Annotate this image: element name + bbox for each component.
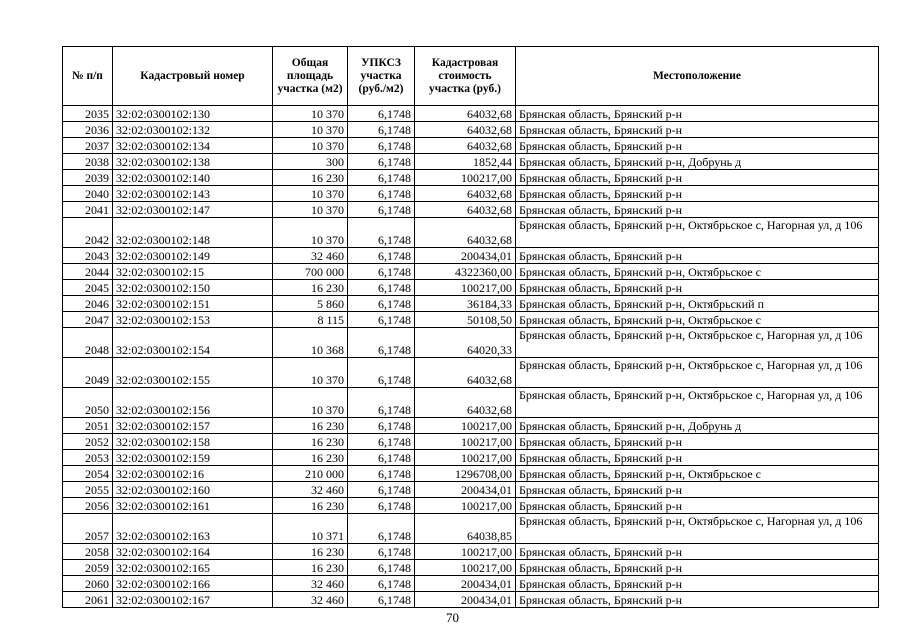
cell-row-number: 2039 — [63, 170, 113, 186]
cell-upksz: 6,1748 — [348, 498, 415, 514]
cell-cadastral-cost: 64032,68 — [415, 218, 516, 248]
table-row — [63, 202, 879, 218]
cell-row-number: 2055 — [63, 482, 113, 498]
table-row — [63, 170, 879, 186]
cell-cadastral-cost: 200434,01 — [415, 576, 516, 592]
cell-cadastral-number: 32:02:0300102:166 — [113, 576, 273, 592]
table-row — [63, 328, 879, 358]
cell-location: Брянская область, Брянский р-н — [516, 138, 879, 154]
cell-cadastral-number: 32:02:0300102:138 — [113, 154, 273, 170]
cell-upksz: 6,1748 — [348, 514, 415, 544]
cell-area: 10 368 — [273, 328, 348, 358]
cell-cadastral-cost: 64032,68 — [415, 388, 516, 418]
table-row — [63, 296, 879, 312]
cell-row-number: 2050 — [63, 388, 113, 418]
cell-cadastral-cost: 200434,01 — [415, 592, 516, 608]
cell-row-number: 2058 — [63, 544, 113, 560]
table-row — [63, 592, 879, 608]
cell-cadastral-number: 32:02:0300102:153 — [113, 312, 273, 328]
cell-location: Брянская область, Брянский р-н — [516, 592, 879, 608]
cell-area: 300 — [273, 154, 348, 170]
cell-upksz: 6,1748 — [348, 280, 415, 296]
cell-row-number: 2038 — [63, 154, 113, 170]
cell-cadastral-number: 32:02:0300102:150 — [113, 280, 273, 296]
cell-cadastral-number: 32:02:0300102:163 — [113, 514, 273, 544]
cell-location: Брянская область, Брянский р-н, Октябрьский п — [516, 296, 879, 312]
cell-area: 16 230 — [273, 170, 348, 186]
table-row — [63, 106, 879, 122]
cell-upksz: 6,1748 — [348, 592, 415, 608]
cell-location: Брянская область, Брянский р-н, Октябрьское с, Нагорная ул, д 106 — [516, 514, 879, 544]
cell-cadastral-number: 32:02:0300102:15 — [113, 264, 273, 280]
cell-cadastral-cost: 64032,68 — [415, 138, 516, 154]
cell-location: Брянская область, Брянский р-н — [516, 434, 879, 450]
cell-area: 700 000 — [273, 264, 348, 280]
cell-upksz: 6,1748 — [348, 434, 415, 450]
cell-row-number: 2057 — [63, 514, 113, 544]
cell-upksz: 6,1748 — [348, 328, 415, 358]
cell-upksz: 6,1748 — [348, 186, 415, 202]
table-row — [63, 466, 879, 482]
cell-location: Брянская область, Брянский р-н, Октябрьское с, Нагорная ул, д 106 — [516, 328, 879, 358]
cell-row-number: 2037 — [63, 138, 113, 154]
cell-cadastral-number: 32:02:0300102:16 — [113, 466, 273, 482]
cell-location: Брянская область, Брянский р-н, Октябрьское с, Нагорная ул, д 106 — [516, 218, 879, 248]
cell-cadastral-cost: 36184,33 — [415, 296, 516, 312]
header-cadastral-cost: Кадастровая стоимость участка (руб.) — [415, 47, 516, 106]
cell-area: 32 460 — [273, 576, 348, 592]
cell-upksz: 6,1748 — [348, 358, 415, 388]
cell-cadastral-cost: 100217,00 — [415, 560, 516, 576]
cell-area: 32 460 — [273, 248, 348, 264]
cell-upksz: 6,1748 — [348, 218, 415, 248]
cell-upksz: 6,1748 — [348, 560, 415, 576]
table-row — [63, 248, 879, 264]
cell-location: Брянская область, Брянский р-н, Октябрьское с — [516, 466, 879, 482]
table-row — [63, 560, 879, 576]
cell-location: Брянская область, Брянский р-н, Октябрьское с, Нагорная ул, д 106 — [516, 388, 879, 418]
cell-cadastral-cost: 1852,44 — [415, 154, 516, 170]
table-row — [63, 450, 879, 466]
table-row — [63, 388, 879, 418]
cell-cadastral-cost: 100217,00 — [415, 544, 516, 560]
cell-row-number: 2059 — [63, 560, 113, 576]
cell-cadastral-cost: 200434,01 — [415, 482, 516, 498]
cell-row-number: 2044 — [63, 264, 113, 280]
table-row — [63, 264, 879, 280]
cell-cadastral-number: 32:02:0300102:158 — [113, 434, 273, 450]
cell-location: Брянская область, Брянский р-н, Добрунь д — [516, 418, 879, 434]
cell-area: 16 230 — [273, 544, 348, 560]
cell-row-number: 2048 — [63, 328, 113, 358]
cell-cadastral-cost: 100217,00 — [415, 280, 516, 296]
cell-cadastral-number: 32:02:0300102:159 — [113, 450, 273, 466]
cell-upksz: 6,1748 — [348, 418, 415, 434]
table-row — [63, 218, 879, 248]
cell-cadastral-cost: 50108,50 — [415, 312, 516, 328]
cell-location: Брянская область, Брянский р-н — [516, 560, 879, 576]
cell-area: 32 460 — [273, 482, 348, 498]
cell-area: 10 370 — [273, 122, 348, 138]
cell-location: Брянская область, Брянский р-н — [516, 106, 879, 122]
cell-location: Брянская область, Брянский р-н, Добрунь д — [516, 154, 879, 170]
cell-cadastral-number: 32:02:0300102:156 — [113, 388, 273, 418]
cell-cadastral-cost: 200434,01 — [415, 248, 516, 264]
cell-cadastral-number: 32:02:0300102:149 — [113, 248, 273, 264]
header-upksz: УПКСЗ участка (руб./м2) — [348, 47, 415, 106]
cell-area: 16 230 — [273, 498, 348, 514]
cell-cadastral-number: 32:02:0300102:160 — [113, 482, 273, 498]
cell-area: 10 370 — [273, 218, 348, 248]
cadastral-table — [62, 46, 879, 608]
cell-location: Брянская область, Брянский р-н — [516, 498, 879, 514]
cell-upksz: 6,1748 — [348, 296, 415, 312]
page-number: 70 — [446, 610, 459, 625]
table-row — [63, 434, 879, 450]
cell-row-number: 2061 — [63, 592, 113, 608]
cell-row-number: 2052 — [63, 434, 113, 450]
cell-location: Брянская область, Брянский р-н — [516, 248, 879, 264]
cell-area: 16 230 — [273, 418, 348, 434]
cell-location: Брянская область, Брянский р-н — [516, 280, 879, 296]
cell-cadastral-number: 32:02:0300102:143 — [113, 186, 273, 202]
header-location: Местоположение — [516, 47, 879, 106]
cell-cadastral-number: 32:02:0300102:155 — [113, 358, 273, 388]
cell-upksz: 6,1748 — [348, 122, 415, 138]
cell-cadastral-cost: 100217,00 — [415, 434, 516, 450]
cell-upksz: 6,1748 — [348, 106, 415, 122]
cell-upksz: 6,1748 — [348, 576, 415, 592]
cell-location: Брянская область, Брянский р-н — [516, 576, 879, 592]
cell-cadastral-cost: 100217,00 — [415, 450, 516, 466]
cell-location: Брянская область, Брянский р-н — [516, 170, 879, 186]
cell-row-number: 2051 — [63, 418, 113, 434]
cell-location: Брянская область, Брянский р-н — [516, 202, 879, 218]
cell-cadastral-number: 32:02:0300102:130 — [113, 106, 273, 122]
cell-area: 16 230 — [273, 434, 348, 450]
cell-cadastral-number: 32:02:0300102:157 — [113, 418, 273, 434]
cell-cadastral-cost: 4322360,00 — [415, 264, 516, 280]
cell-cadastral-cost: 64032,68 — [415, 186, 516, 202]
table-row — [63, 482, 879, 498]
cell-row-number: 2041 — [63, 202, 113, 218]
table-row — [63, 280, 879, 296]
cell-cadastral-number: 32:02:0300102:140 — [113, 170, 273, 186]
table-row — [63, 312, 879, 328]
cell-row-number: 2040 — [63, 186, 113, 202]
header-row-number: № п/п — [63, 47, 113, 106]
cell-location: Брянская область, Брянский р-н — [516, 482, 879, 498]
cell-location: Брянская область, Брянский р-н — [516, 186, 879, 202]
cell-row-number: 2060 — [63, 576, 113, 592]
cell-cadastral-cost: 100217,00 — [415, 498, 516, 514]
table-row — [63, 514, 879, 544]
cell-area: 10 370 — [273, 106, 348, 122]
cell-area: 10 370 — [273, 358, 348, 388]
cell-row-number: 2045 — [63, 280, 113, 296]
cell-cadastral-cost: 100217,00 — [415, 170, 516, 186]
cell-upksz: 6,1748 — [348, 482, 415, 498]
cell-location: Брянская область, Брянский р-н — [516, 544, 879, 560]
cell-upksz: 6,1748 — [348, 544, 415, 560]
cell-area: 210 000 — [273, 466, 348, 482]
cell-location: Брянская область, Брянский р-н — [516, 122, 879, 138]
cell-cadastral-number: 32:02:0300102:148 — [113, 218, 273, 248]
cadastral-table-sheet — [62, 46, 878, 608]
header-area: Общая площадь участка (м2) — [273, 47, 348, 106]
cell-cadastral-number: 32:02:0300102:154 — [113, 328, 273, 358]
cell-cadastral-number: 32:02:0300102:147 — [113, 202, 273, 218]
cell-cadastral-cost: 64038,85 — [415, 514, 516, 544]
cell-area: 32 460 — [273, 592, 348, 608]
cell-area: 16 230 — [273, 280, 348, 296]
cell-area: 16 230 — [273, 450, 348, 466]
cell-row-number: 2043 — [63, 248, 113, 264]
cell-cadastral-cost: 64032,68 — [415, 202, 516, 218]
table-row — [63, 418, 879, 434]
cell-upksz: 6,1748 — [348, 138, 415, 154]
cell-cadastral-number: 32:02:0300102:167 — [113, 592, 273, 608]
cell-location: Брянская область, Брянский р-н, Октябрьское с, Нагорная ул, д 106 — [516, 358, 879, 388]
cell-area: 10 370 — [273, 388, 348, 418]
cell-cadastral-cost: 64020,33 — [415, 328, 516, 358]
cell-cadastral-cost: 64032,68 — [415, 358, 516, 388]
cell-area: 5 860 — [273, 296, 348, 312]
cell-location: Брянская область, Брянский р-н, Октябрьское с — [516, 312, 879, 328]
cell-upksz: 6,1748 — [348, 312, 415, 328]
table-row — [63, 138, 879, 154]
cell-row-number: 2035 — [63, 106, 113, 122]
table-row — [63, 122, 879, 138]
cell-cadastral-cost: 1296708,00 — [415, 466, 516, 482]
cell-row-number: 2054 — [63, 466, 113, 482]
cell-upksz: 6,1748 — [348, 248, 415, 264]
table-row — [63, 358, 879, 388]
cell-cadastral-number: 32:02:0300102:161 — [113, 498, 273, 514]
cell-location: Брянская область, Брянский р-н — [516, 450, 879, 466]
cell-area: 16 230 — [273, 560, 348, 576]
cell-cadastral-number: 32:02:0300102:164 — [113, 544, 273, 560]
cell-row-number: 2042 — [63, 218, 113, 248]
cell-cadastral-cost: 64032,68 — [415, 122, 516, 138]
cell-row-number: 2046 — [63, 296, 113, 312]
cell-cadastral-number: 32:02:0300102:151 — [113, 296, 273, 312]
cell-upksz: 6,1748 — [348, 466, 415, 482]
cell-location: Брянская область, Брянский р-н, Октябрьское с — [516, 264, 879, 280]
cell-area: 10 370 — [273, 138, 348, 154]
cell-row-number: 2049 — [63, 358, 113, 388]
header-cadastral-number: Кадастровый номер — [113, 47, 273, 106]
cell-row-number: 2056 — [63, 498, 113, 514]
cell-cadastral-cost: 100217,00 — [415, 418, 516, 434]
cell-cadastral-number: 32:02:0300102:134 — [113, 138, 273, 154]
cell-cadastral-number: 32:02:0300102:132 — [113, 122, 273, 138]
cell-upksz: 6,1748 — [348, 264, 415, 280]
cell-upksz: 6,1748 — [348, 450, 415, 466]
table-header-row — [63, 47, 879, 106]
cell-area: 10 371 — [273, 514, 348, 544]
table-row — [63, 154, 879, 170]
cell-upksz: 6,1748 — [348, 388, 415, 418]
cell-upksz: 6,1748 — [348, 170, 415, 186]
table-body — [63, 106, 879, 608]
cell-row-number: 2047 — [63, 312, 113, 328]
cell-area: 10 370 — [273, 202, 348, 218]
cell-area: 10 370 — [273, 186, 348, 202]
cell-cadastral-cost: 64032,68 — [415, 106, 516, 122]
cell-area: 8 115 — [273, 312, 348, 328]
table-row — [63, 544, 879, 560]
cell-cadastral-number: 32:02:0300102:165 — [113, 560, 273, 576]
table-row — [63, 576, 879, 592]
table-row — [63, 498, 879, 514]
cell-row-number: 2053 — [63, 450, 113, 466]
table-row — [63, 186, 879, 202]
cell-upksz: 6,1748 — [348, 202, 415, 218]
cell-upksz: 6,1748 — [348, 154, 415, 170]
cell-row-number: 2036 — [63, 122, 113, 138]
